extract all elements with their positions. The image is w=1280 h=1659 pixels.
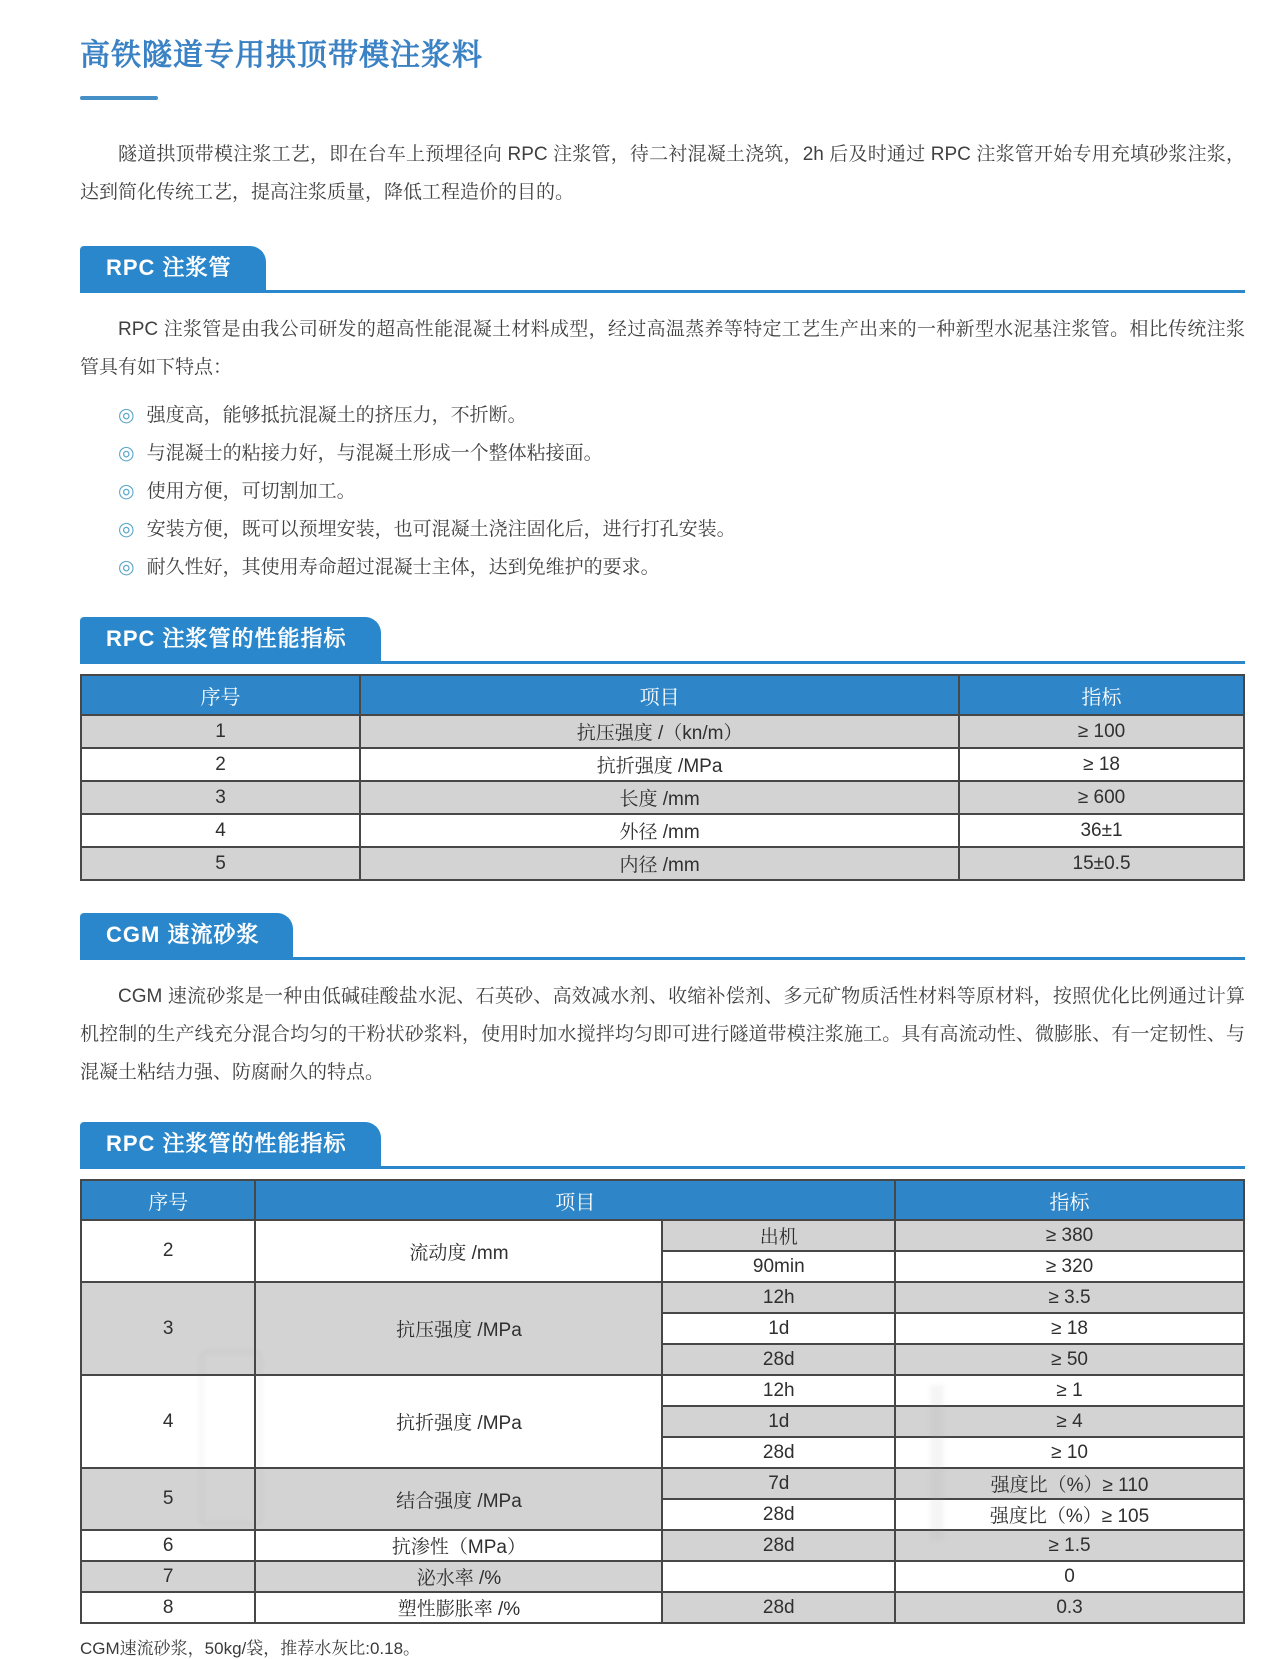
feature-item: [118, 435, 1245, 473]
row-number: 8: [81, 1592, 255, 1623]
condition-cell: 7d: [662, 1468, 895, 1499]
item-cell: 外径 /mm: [360, 814, 959, 847]
table-header-row: [81, 675, 1244, 715]
table-row: [81, 748, 1244, 781]
condition-cell: 12h: [662, 1375, 895, 1406]
item-cell: 结合强度 /MPa: [255, 1468, 662, 1530]
condition-cell: 90min: [662, 1251, 895, 1282]
item-cell: 泌水率 /%: [255, 1561, 662, 1592]
value-cell: ≥ 320: [895, 1251, 1244, 1282]
feature-item: [118, 397, 1245, 435]
section-banner-rpc-specs: [80, 617, 1245, 664]
bullet-icon: ◎: [118, 405, 135, 426]
value-cell: ≥ 3.5: [895, 1282, 1244, 1313]
row-number: 4: [81, 1375, 255, 1468]
table-row: [81, 847, 1244, 880]
row-number: 3: [81, 781, 360, 814]
value-cell: ≥ 50: [895, 1344, 1244, 1375]
item-cell: 抗折强度 /MPa: [255, 1375, 662, 1468]
item-cell: 抗渗性（MPa）: [255, 1530, 662, 1561]
condition-cell: 28d: [662, 1437, 895, 1468]
value-cell: 强度比（%）≥ 105: [895, 1499, 1244, 1530]
table-row: [81, 1561, 1244, 1592]
condition-cell: 28d: [662, 1344, 895, 1375]
feature-text: 使用方便，可切割加工。: [146, 481, 356, 502]
value-cell: ≥ 18: [959, 748, 1244, 781]
value-cell: ≥ 10: [895, 1437, 1244, 1468]
column-header: 指标: [959, 675, 1244, 715]
condition-cell: 12h: [662, 1282, 895, 1313]
table-row: [81, 1468, 1244, 1499]
section-banner-label: CGM 速流砂浆: [80, 913, 293, 957]
bullet-icon: ◎: [118, 443, 135, 464]
value-cell: ≥ 100: [959, 715, 1244, 748]
section-banner-rpc-pipe: [80, 246, 1245, 293]
condition-cell: 1d: [662, 1313, 895, 1344]
table-row: [81, 1375, 1244, 1406]
feature-text: 耐久性好，其使用寿命超过混凝士主体，达到免维护的要求。: [146, 557, 660, 578]
row-number: 2: [81, 748, 360, 781]
intro-paragraph: 隧道拱顶带模注浆工艺，即在台车上预埋径向 RPC 注浆管，待二衬混凝土浇筑，2h 后及时通过 RPC 注浆管开始专用充填砂浆注浆，达到简化传统工艺，提高注浆质量，降低工程造价的目的。: [80, 144, 1245, 203]
item-cell: 抗折强度 /MPa: [360, 748, 959, 781]
row-number: 2: [81, 1220, 255, 1282]
item-cell: 长度 /mm: [360, 781, 959, 814]
feature-item: [118, 549, 1245, 587]
row-number: 1: [81, 715, 360, 748]
feature-item: [118, 511, 1245, 549]
value-cell: ≥ 1.5: [895, 1530, 1244, 1561]
table-row: [81, 781, 1244, 814]
table-row: [81, 814, 1244, 847]
rpc-feature-list: [118, 397, 1245, 587]
section-banner-label: RPC 注浆管的性能指标: [80, 1122, 381, 1166]
bullet-icon: ◎: [118, 557, 135, 578]
feature-text: 强度高，能够抵抗混凝土的挤压力，不折断。: [146, 405, 527, 426]
table-row: [81, 1220, 1244, 1251]
value-cell: 0: [895, 1561, 1244, 1592]
condition-cell: 28d: [662, 1499, 895, 1530]
item-cell: 抗压强度 /MPa: [255, 1282, 662, 1375]
item-cell: 抗压强度 /（kn/m）: [360, 715, 959, 748]
row-number: 6: [81, 1530, 255, 1561]
value-cell: ≥ 380: [895, 1220, 1244, 1251]
value-cell: ≥ 600: [959, 781, 1244, 814]
rpc-spec-table: [80, 674, 1245, 881]
feature-text: 与混凝士的粘接力好，与混凝土形成一个整体粘接面。: [146, 443, 603, 464]
cgm-spec-table: [80, 1179, 1245, 1624]
feature-item: [118, 473, 1245, 511]
column-header: 项目: [255, 1180, 895, 1220]
column-header: 序号: [81, 675, 360, 715]
value-cell: 0.3: [895, 1592, 1244, 1623]
condition-cell: 28d: [662, 1530, 895, 1561]
value-cell: 36±1: [959, 814, 1244, 847]
feature-text: 安装方便，既可以预埋安装，也可混凝土浇注固化后，进行打孔安装。: [146, 519, 736, 540]
value-cell: 15±0.5: [959, 847, 1244, 880]
item-cell: 内径 /mm: [360, 847, 959, 880]
footnote: CGM速流砂浆，50kg/袋，推荐水灰比:0.18。: [80, 1639, 421, 1658]
bullet-icon: ◎: [118, 481, 135, 502]
section-banner-label: RPC 注浆管的性能指标: [80, 617, 381, 661]
rpc-pipe-description: RPC 注浆管是由我公司研发的超高性能混凝土材料成型，经过高温蒸养等特定工艺生产出来的一种新型水泥基注浆管。相比传统注浆管具有如下特点：: [80, 319, 1245, 378]
condition-cell: 1d: [662, 1406, 895, 1437]
page-title: 高铁隧道专用拱顶带模注浆料: [80, 39, 483, 72]
table-row: [81, 1592, 1244, 1623]
condition-cell: 出机: [662, 1220, 895, 1251]
value-cell: ≥ 18: [895, 1313, 1244, 1344]
table-row: [81, 1530, 1244, 1561]
bullet-icon: ◎: [118, 519, 135, 540]
row-number: 5: [81, 847, 360, 880]
section-banner-cgm: [80, 913, 1245, 960]
value-cell: ≥ 4: [895, 1406, 1244, 1437]
row-number: 7: [81, 1561, 255, 1592]
item-cell: 塑性膨胀率 /%: [255, 1592, 662, 1623]
table-header-row: [81, 1180, 1244, 1220]
title-underline: [80, 96, 158, 100]
cgm-description: CGM 速流砂浆是一种由低碱硅酸盐水泥、石英砂、高效减水剂、收缩补偿剂、多元矿物质活性材料等原材料，按照优化比例通过计算机控制的生产线充分混合均匀的干粉状砂浆料，使用时加水搅拌均匀即可进行隧道带模注浆施工。具有高流动性、微膨胀、有一定韧性、与混凝土粘结力强、防腐耐久的特点。: [80, 986, 1245, 1083]
section-banner-cgm-specs: [80, 1122, 1245, 1169]
item-cell: 流动度 /mm: [255, 1220, 662, 1282]
row-number: 3: [81, 1282, 255, 1375]
value-cell: ≥ 1: [895, 1375, 1244, 1406]
table-row: [81, 715, 1244, 748]
column-header: 项目: [360, 675, 959, 715]
section-banner-label: RPC 注浆管: [80, 246, 266, 290]
table-row: [81, 1282, 1244, 1313]
row-number: 4: [81, 814, 360, 847]
row-number: 5: [81, 1468, 255, 1530]
column-header: 指标: [895, 1180, 1244, 1220]
column-header: 序号: [81, 1180, 255, 1220]
condition-cell: [662, 1561, 895, 1592]
condition-cell: 28d: [662, 1592, 895, 1623]
value-cell: 强度比（%）≥ 110: [895, 1468, 1244, 1499]
